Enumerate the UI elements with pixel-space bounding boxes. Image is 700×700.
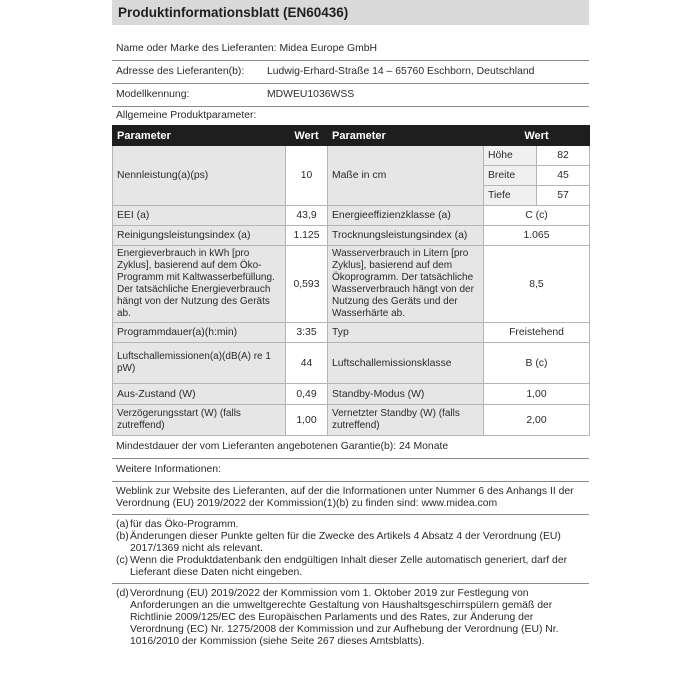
energie-label: Energieverbrauch in kWh [pro Zyklus], basierend auf dem Öko-Programm mit Kaltwasserbefüllung. Der tatsächliche Energieverbrauch hängt von der Nutzung des Geräts ab.: [113, 246, 286, 323]
breite-value: 45: [537, 166, 590, 186]
weblink-text: Weblink zur Website des Lieferanten, auf der die Informationen unter Nummer 6 des Anhangs II der Verordnung (EU) 2019/2022 der Kommission(1)(b) zu finden sind: www.midea.com: [116, 486, 574, 509]
tiefe-label: Tiefe: [484, 186, 537, 206]
programm-value: 3:35: [286, 323, 328, 343]
wasser-label: Wasserverbrauch in Litern [pro Zyklus], basierend auf dem Ökoprogramm. Der tatsächliche Wasserverbrauch hängt von der Nutzung des Geräts und der Wasserhärte ab.: [328, 246, 484, 323]
note-key: (b): [116, 531, 129, 542]
note-b: [116, 531, 585, 555]
parameter-table: [112, 125, 590, 436]
model-value: MDWEU1036WSS: [267, 89, 355, 100]
general-parameters-label: Allgemeine Produktparameter:: [116, 110, 257, 121]
eek-label: Energieeffizienzklasse (a): [328, 206, 484, 226]
note-key: (c): [116, 555, 129, 566]
table-row: [113, 323, 590, 343]
note-key: (a): [116, 519, 129, 530]
eei-value: 43,9: [286, 206, 328, 226]
luft-value: 44: [286, 343, 328, 384]
note-d-block: [112, 584, 589, 652]
note-d: [116, 588, 585, 648]
table-row: [113, 146, 590, 166]
notes-block: [112, 515, 589, 584]
standby-value: 1,00: [484, 384, 590, 405]
standby-label: Standby-Modus (W): [328, 384, 484, 405]
address-value: Ludwig-Erhard-Straße 14 – 65760 Eschborn, Deutschland: [267, 66, 535, 77]
table-row: [113, 246, 590, 323]
hoehe-value: 82: [537, 146, 590, 166]
guarantee-text: Mindestdauer der vom Lieferanten angebotenen Garantie(b): 24 Monate: [116, 441, 449, 452]
breite-label: Breite: [484, 166, 537, 186]
trocknung-label: Trocknungsleistungsindex (a): [328, 226, 484, 246]
aus-value: 0,49: [286, 384, 328, 405]
header-value-2: Wert: [484, 126, 590, 146]
luftklasse-label: Luftschallemissionsklasse: [328, 343, 484, 384]
masse-label: Maße in cm: [328, 146, 484, 206]
model-label: Modellkennung:: [116, 89, 190, 100]
wasser-value: 8,5: [484, 246, 590, 323]
typ-label: Typ: [328, 323, 484, 343]
table-row: [113, 384, 590, 405]
further-info-label: Weitere Informationen:: [116, 464, 221, 475]
note-text: Verordnung (EU) 2019/2022 der Kommission vom 1. Oktober 2019 zur Festlegung von Anforderungen an die umweltgerechte Gestaltung von Haushaltsgeschirrspülern gemäß der Richtlinie 2009/125/EC des Europäischen Parlaments und des Rates, zur Änderung der Verordnung (EC) Nr. 1275/2008 der Kommission und zur Aufhebung der Verordnung (EU) Nr. 1016/2010 der Kommission (siehe Seite 267 dieses Amtsblatts).: [130, 588, 559, 647]
note-c: [116, 555, 585, 579]
note-text: Änderungen dieser Punkte gelten für die Zwecke des Artikels 4 Absatz 4 der Verordnung (EU) 2017/1369 nicht als relevant.: [130, 531, 561, 554]
nennleistung-value: 10: [286, 146, 328, 206]
verz-value: 1,00: [286, 405, 328, 436]
table-row: [113, 206, 590, 226]
note-key: (d): [116, 588, 129, 599]
table-header: [113, 126, 590, 146]
typ-value: Freistehend: [484, 323, 590, 343]
header-parameter: Parameter: [113, 126, 286, 146]
note-a: [116, 519, 585, 531]
weblink-block: [112, 482, 589, 515]
reinigung-value: 1.125: [286, 226, 328, 246]
energie-value: 0,593: [286, 246, 328, 323]
luftklasse-value: B (c): [484, 343, 590, 384]
guarantee-row: [112, 436, 589, 459]
vernetzt-label: Vernetzter Standby (W) (falls zutreffend): [328, 405, 484, 436]
table-row: [113, 405, 590, 436]
supplier-label: Name oder Marke des Lieferanten: Midea Europe GmbH: [116, 43, 378, 54]
luft-label: Luftschallemissionen(a)(dB(A) re 1 pW): [113, 343, 286, 384]
aus-label: Aus-Zustand (W): [113, 384, 286, 405]
address-row: [112, 61, 589, 84]
hoehe-label: Höhe: [484, 146, 537, 166]
vernetzt-value: 2,00: [484, 405, 590, 436]
tiefe-value: 57: [537, 186, 590, 206]
model-row: [112, 84, 589, 107]
further-info-row: [112, 459, 589, 482]
nennleistung-label: Nennleistung(a)(ps): [113, 146, 286, 206]
eek-value: C (c): [484, 206, 590, 226]
trocknung-value: 1.065: [484, 226, 590, 246]
address-label: Adresse des Lieferanten(b):: [116, 66, 245, 77]
table-row: [113, 226, 590, 246]
programm-label: Programmdauer(a)(h:min): [113, 323, 286, 343]
reinigung-label: Reinigungsleistungsindex (a): [113, 226, 286, 246]
header-value: Wert: [286, 126, 328, 146]
sheet-title: Produktinformationsblatt (EN60436): [112, 0, 589, 25]
supplier-row: [112, 38, 589, 61]
verz-label: Verzögerungsstart (W) (falls zutreffend): [113, 405, 286, 436]
note-text: Wenn die Produktdatenbank den endgültigen Inhalt dieser Zelle automatisch generiert, darf der Lieferant diese Daten nicht eingeben.: [130, 555, 568, 578]
note-text: für das Öko-Programm.: [130, 519, 239, 530]
table-row: [113, 343, 590, 384]
eei-label: EEI (a): [113, 206, 286, 226]
header-parameter-2: Parameter: [328, 126, 484, 146]
product-information-sheet: [112, 0, 589, 652]
